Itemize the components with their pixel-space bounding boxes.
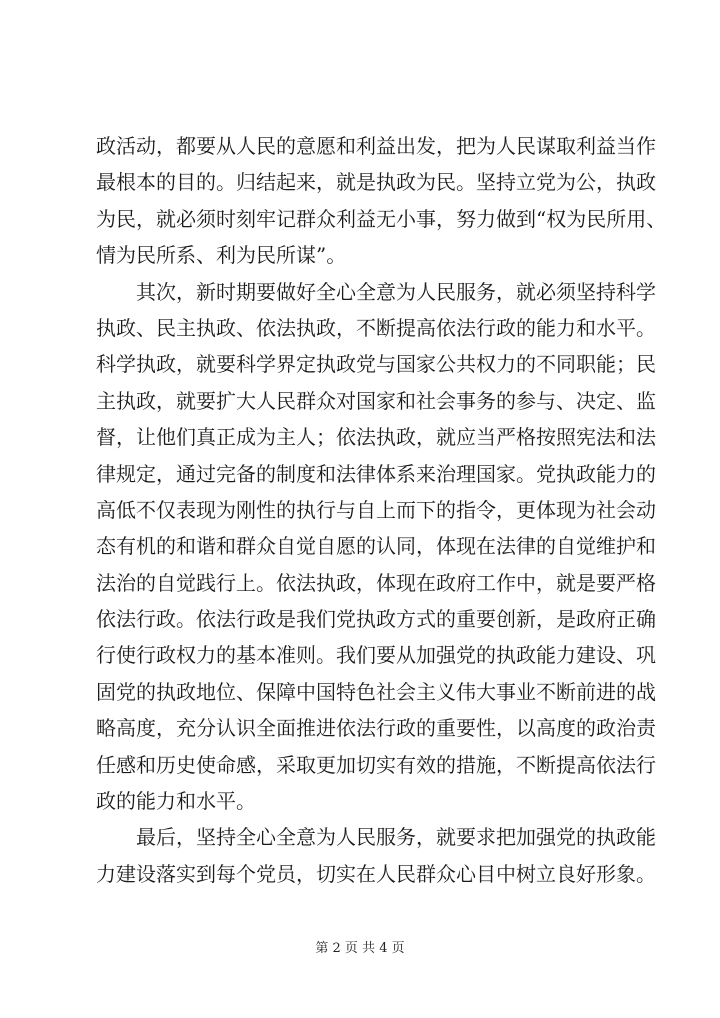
- p2-line-7: 高低不仅表现为刚性的执行与自上而下的指令，更体现为社会动: [96, 497, 656, 522]
- body-text: [96, 128, 667, 892]
- p2-line-9: 法治的自觉践行上。依法执政，体现在政府工作中，就是要严格: [96, 570, 656, 595]
- p2-line-14: 任感和历史使命感，采取更加切实有效的措施，不断提高依法行: [96, 752, 656, 777]
- p3-line-1: 最后，坚持全心全意为人民服务，就要求把加强党的执政能: [136, 825, 656, 850]
- p2-line-11: 行使行政权力的基本准则。我们要从加强党的执政能力建设、巩: [96, 643, 656, 668]
- p2-line-5: 督，让他们真正成为主人；依法执政，就应当严格按照宪法和法: [96, 425, 656, 450]
- p2-line-1: 其次，新时期要做好全心全意为人民服务，就必须坚持科学: [136, 279, 656, 304]
- p1-line-4: 情为民所系、利为民所谋”。: [96, 243, 347, 268]
- page-footer: 第 2 页 共 4 页: [315, 941, 405, 956]
- p2-line-3: 科学执政，就要科学界定执政党与国家公共权力的不同职能；民: [96, 352, 656, 377]
- p1-line-3: 为民，就必须时刻牢记群众利益无小事，努力做到“权为民所用、: [96, 206, 667, 231]
- p1-line-1: 政活动，都要从人民的意愿和利益出发，把为人民谋取利益当作: [96, 134, 656, 158]
- p2-line-4: 主执政，就要扩大人民群众对国家和社会事务的参与、决定、监: [96, 388, 656, 413]
- p2-line-8: 态有机的和谐和群众自觉自愿的认同，体现在法律的自觉维护和: [96, 534, 656, 559]
- p3-line-2: 力建设落实到每个党员，切实在人民群众心目中树立良好形象。: [96, 861, 656, 886]
- p2-line-2: 执政、民主执政、依法执政，不断提高依法行政的能力和水平。: [96, 315, 656, 340]
- p1-line-2: 最根本的目的。归结起来，就是执政为民。坚持立党为公，执政: [96, 170, 656, 195]
- p2-line-6: 律规定，通过完备的制度和法律体系来治理国家。党执政能力的: [96, 461, 656, 486]
- p2-line-13: 略高度，充分认识全面推进依法行政的重要性，以高度的政治责: [96, 716, 656, 741]
- p2-line-15: 政的能力和水平。: [96, 789, 256, 814]
- p2-line-10: 依法行政。依法行政是我们党执政方式的重要创新，是政府正确: [96, 607, 656, 632]
- p2-line-12: 固党的执政地位、保障中国特色社会主义伟大事业不断前进的战: [96, 679, 656, 704]
